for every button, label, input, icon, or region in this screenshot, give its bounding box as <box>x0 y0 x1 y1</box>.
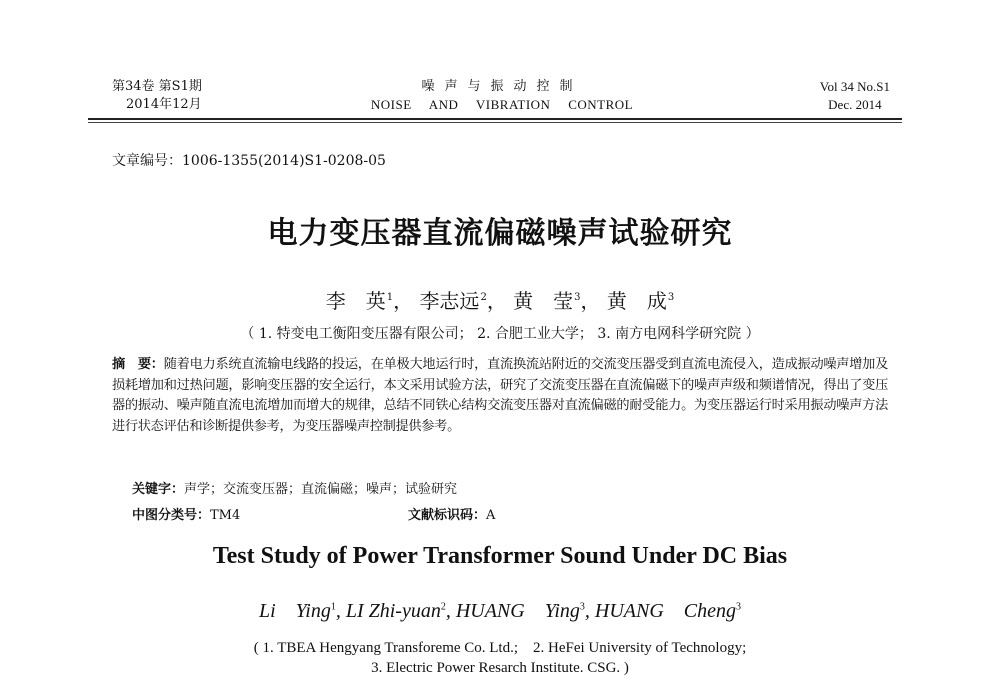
header-date-en: Dec. 2014 <box>828 97 882 112</box>
header-left <box>112 78 202 114</box>
author-cn-2: 李志远$^2$， <box>419 289 507 313</box>
classification <box>132 504 240 523</box>
running-header <box>112 78 890 118</box>
header-journal <box>322 78 682 114</box>
keywords-text: 声学；交流变压器；直流偏磁；噪声；试验研究 <box>184 482 458 497</box>
document-code <box>408 504 495 523</box>
journal-name-en: NOISE AND VIBRATION CONTROL <box>370 97 634 112</box>
title-en: Test Study of Power Transformer Sound Under DC Bias <box>212 543 788 569</box>
author-en-2: LI Zhi-yuan$^2$, <box>345 600 456 622</box>
document-code-label: 文献标识码： <box>408 508 487 523</box>
authors-cn <box>0 285 1000 314</box>
affiliations-cn: （ 1. 特变电工衡阳变压器有限公司； 2. 合肥工业大学； 3. 南方电网科学研究院 ） <box>240 326 760 342</box>
abstract-label: 摘 要： <box>112 357 164 372</box>
header-date-cn: 2014年12月 <box>126 97 202 112</box>
author-en-3: HUANG Ying$^3$, <box>455 600 595 622</box>
author-cn-4: 黄 成$^3$ <box>606 289 675 313</box>
author-cn-3: 黄 莹$^3$， <box>513 289 601 313</box>
classification-label: 中图分类号： <box>132 508 211 523</box>
journal-name-cn: 噪声与振动控制 <box>421 79 583 94</box>
author-en-1: Li Ying$^1$, <box>258 600 346 622</box>
article-number: 文章编号：1006-1355(2014)S1-0208-05 <box>112 153 386 169</box>
abstract <box>112 355 888 437</box>
keywords-label: 关键字： <box>132 482 185 497</box>
header-volume-en: Vol 34 No.S1 <box>819 79 890 94</box>
header-right <box>820 78 890 114</box>
affiliations-en-line2: 3. Electric Power Resarch Institute. CSG. ) <box>371 660 629 676</box>
author-cn-1: 李 英$^1$， <box>325 289 414 313</box>
author-en-4: HUANG Cheng$^3$ <box>594 600 742 622</box>
header-volume-cn: 第34卷 第S1期 <box>112 79 202 94</box>
abstract-text: 随着电力系统直流输电线路的投运，在单极大地运行时，直流换流站附近的交流变压器受到直流电流侵入，造成振动噪声增加及损耗增加和过热问题，影响变压器的安全运行，本文采用试验方法，研究了交流变压器在直流偏磁下的噪声声级和频谱情况，得出了变压器的振动、噪声随直流电流增加而增大的规律，总结不同铁心结构交流变压器对直流偏磁的耐受能力。为变压器运行时采用振动噪声方法进行状态评估和诊断提供参考，为变压器噪声控制提供参考。 <box>112 357 888 434</box>
header-rule-thin <box>88 122 902 123</box>
affiliations-en-line1: ( 1. TBEA Hengyang Transforeme Co. Ltd.; 2. HeFei University of Technology; <box>253 640 747 656</box>
authors-en <box>0 594 1000 623</box>
keywords <box>132 478 457 497</box>
classification-value: TM4 <box>210 508 241 523</box>
header-rule-thick <box>88 118 902 120</box>
document-code-value: A <box>486 508 496 523</box>
title-cn: 电力变压器直流偏磁噪声试验研究 <box>267 216 733 251</box>
